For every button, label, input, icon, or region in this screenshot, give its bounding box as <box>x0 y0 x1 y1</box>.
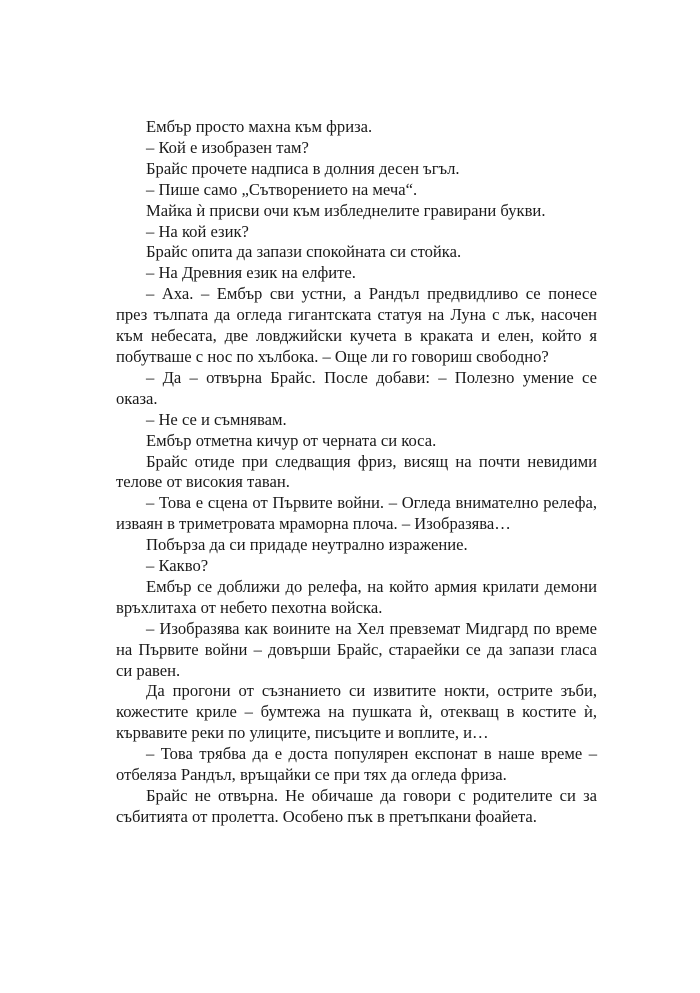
paragraph: – На Древния език на елфите. <box>146 263 356 283</box>
paragraph: – Не се и съмнявам. <box>146 409 287 429</box>
paragraph: Брайс отиде при следващия фриз, висящ на почти невидими телове от високия таван. <box>116 451 597 492</box>
page-text <box>116 117 597 828</box>
paragraph: – Изобразява как воините на Хел превземат Мидгард по време на Първите войни – довърши Брайс, стараейки се да запази гласа си равен. <box>116 618 597 680</box>
paragraph: Побърза да си придаде неутрално изражение. <box>146 535 468 555</box>
paragraph: Майка ѝ присви очи към избледнелите гравирани букви. <box>146 200 546 220</box>
paragraph: – На кой език? <box>146 221 249 241</box>
paragraph: – Кой е изобразен там? <box>146 137 309 157</box>
paragraph: Да прогони от съзнанието си извитите нокти, острите зъби, кожестите криле – бумтежа на пушката ѝ, отекващ в костите ѝ, кървавите реки по улиците, писъците и воплите, и… <box>116 681 597 743</box>
paragraph: – Аха. – Ембър сви устни, а Рандъл предвидливо се понесе през тълпата да огледа гигантската статуя на Луна с лък, насочен към небесата, две ловджийски кучета в краката и елен, който я побутваше с нос по хълбока. – Още ли го говориш свободно? <box>116 284 597 366</box>
paragraph: Брайс прочете надписа в долния десен ъгъл. <box>146 158 460 178</box>
paragraph: – Това трябва да е доста популярен експонат в наше време – отбеляза Рандъл, връщайки се при тях да огледа фриза. <box>116 744 597 785</box>
paragraph: – Да – отвърна Брайс. После добави: – Полезно умение се оказа. <box>116 367 597 408</box>
paragraph: Брайс не отвърна. Не обичаше да говори с родителите си за събитията от пролетта. Особено пък в претъпкани фоайета. <box>116 786 597 826</box>
paragraph: Ембър отметна кичур от черната си коса. <box>146 430 437 450</box>
paragraph: Брайс опита да запази спокойната си стойка. <box>146 242 462 262</box>
paragraph: Ембър се доближи до релефа, на който армия крилати демони връхлитаха от небето пехотна войска. <box>116 576 597 617</box>
paragraph: – Пише само „Сътворението на меча“. <box>146 179 418 199</box>
paragraph: – Това е сцена от Първите войни. – Огледа внимателно релефа, изваян в триметровата мраморна плоча. – Изобразява… <box>116 493 597 534</box>
paragraph: Ембър просто махна към фриза. <box>146 117 373 136</box>
paragraph: – Какво? <box>146 556 209 576</box>
